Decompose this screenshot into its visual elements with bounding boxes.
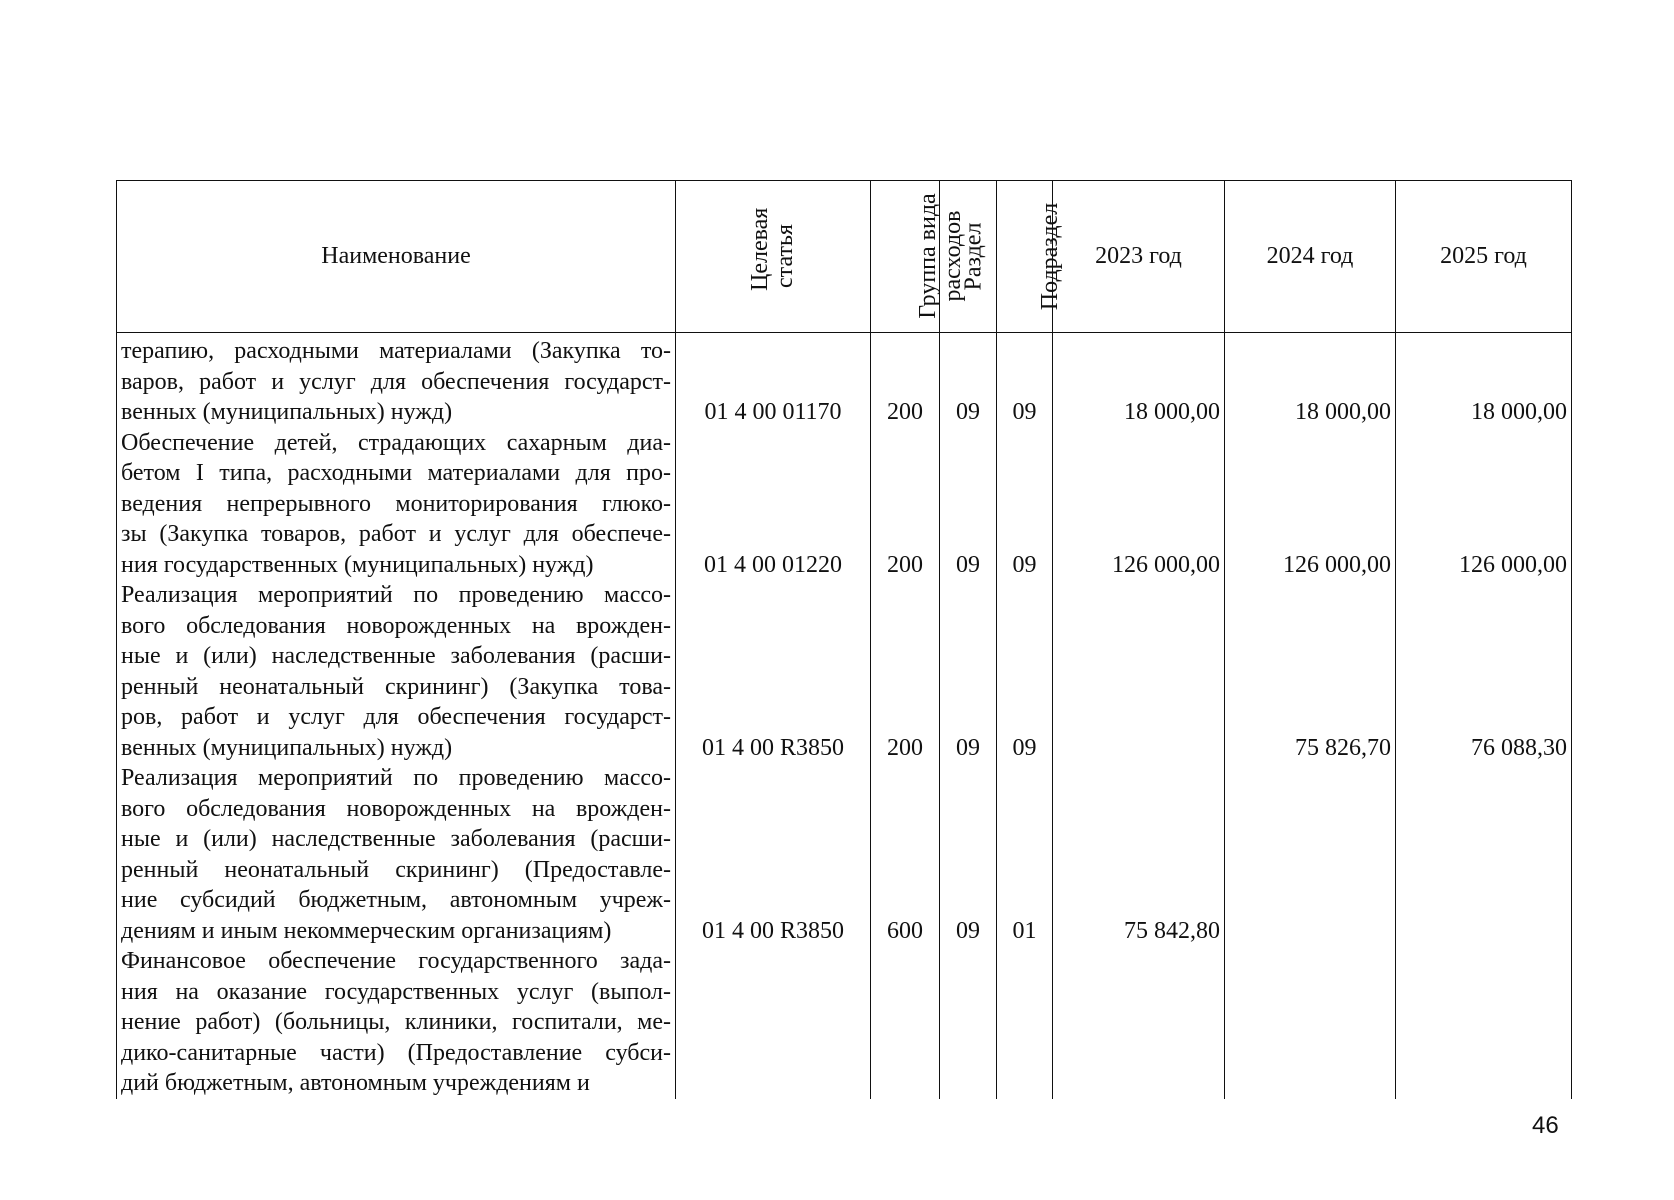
table-row [117, 580, 1572, 763]
row-expense-group: 200 [871, 580, 940, 763]
row-name [117, 428, 676, 581]
row-section [940, 946, 997, 1099]
header-2024: 2024 год [1225, 181, 1396, 333]
row-subsection: 09 [997, 336, 1053, 428]
row-target-article: 01 4 00 R3850 [676, 763, 871, 946]
row-amount-2024: 18 000,00 [1225, 336, 1396, 428]
header-section: Раздел [940, 181, 997, 333]
table-row [117, 428, 1572, 581]
table-body [117, 333, 1572, 1099]
row-name-line: Обеспечение детей, страдающих сахарным диа- [121, 429, 671, 456]
row-name-line: венных (муниципальных) нужд) [121, 399, 453, 425]
header-name: Наименование [117, 181, 676, 333]
budget-table [116, 180, 1572, 1099]
row-name-line: ные и (или) наследственные заболевания (расши- [121, 826, 671, 852]
row-name-line: дениям и иным некоммерческим организациям) [121, 917, 612, 944]
row-name [117, 336, 676, 428]
row-section: 09 [940, 428, 997, 581]
row-target-article: 01 4 00 R3850 [676, 580, 871, 763]
row-name-line: нение работ) (больницы, клиники, госпитали, ме- [121, 1009, 671, 1035]
row-name-line: ние субсидий бюджетным, автономным учреж- [121, 887, 671, 913]
row-name-line: дий бюджетным, автономным учреждениям и [121, 1070, 590, 1096]
row-name [117, 946, 676, 1099]
row-subsection: 09 [997, 580, 1053, 763]
row-name-line: Финансовое обеспечение государственного зада- [121, 948, 671, 974]
row-target-article: 01 4 00 01170 [676, 336, 871, 428]
table-row [117, 763, 1572, 946]
row-subsection: 01 [997, 763, 1053, 946]
row-amount-2024 [1225, 946, 1396, 1099]
row-amount-2023: 18 000,00 [1053, 336, 1225, 428]
row-target-article: 01 4 00 01220 [676, 428, 871, 581]
row-name-line: Реализация мероприятий по проведению массо- [121, 582, 671, 608]
row-name-line: ния государственных (муниципальных) нужд) [121, 551, 594, 578]
row-name-line: ренный неонатальный скрининг) (Закупка това- [121, 673, 671, 700]
row-name-line: Реализация мероприятий по проведению массо- [121, 765, 671, 791]
row-expense-group: 600 [871, 763, 940, 946]
row-name-line: бетом I типа, расходными материалами для про- [121, 460, 671, 486]
row-name [117, 580, 676, 763]
row-amount-2024: 75 826,70 [1225, 580, 1396, 763]
header-target-article: Целевая статья [676, 181, 871, 333]
row-target-article [676, 946, 871, 1099]
row-name-line: венных (муниципальных) нужд) [121, 734, 453, 761]
row-expense-group: 200 [871, 336, 940, 428]
row-name-line: терапию, расходными материалами (Закупка то- [121, 338, 671, 364]
table-row [117, 946, 1572, 1099]
header-2025: 2025 год [1396, 181, 1572, 333]
row-name-line: ведения непрерывного мониторирования глюко- [121, 490, 671, 517]
row-name-line: ренный неонатальный скрининг) (Предоставле- [121, 856, 671, 883]
row-amount-2023 [1053, 580, 1225, 763]
row-amount-2023: 75 842,80 [1053, 763, 1225, 946]
row-expense-group: 200 [871, 428, 940, 581]
row-section: 09 [940, 336, 997, 428]
row-amount-2025: 126 000,00 [1396, 428, 1572, 581]
row-name-line: ные и (или) наследственные заболевания (расши- [121, 643, 671, 669]
row-name-line: вого обследования новорожденных на врожден- [121, 612, 671, 639]
page-number: 46 [1532, 1112, 1559, 1139]
row-expense-group [871, 946, 940, 1099]
row-amount-2025: 18 000,00 [1396, 336, 1572, 428]
row-section: 09 [940, 580, 997, 763]
header-2023: 2023 год [1053, 181, 1225, 333]
row-amount-2025 [1396, 763, 1572, 946]
row-name [117, 763, 676, 946]
row-name-line: дико-санитарные части) (Предоставление субси- [121, 1039, 671, 1066]
row-amount-2024 [1225, 763, 1396, 946]
row-section: 09 [940, 763, 997, 946]
row-amount-2024: 126 000,00 [1225, 428, 1396, 581]
table-row [117, 336, 1572, 428]
row-amount-2023 [1053, 946, 1225, 1099]
row-amount-2023: 126 000,00 [1053, 428, 1225, 581]
row-amount-2025: 76 088,30 [1396, 580, 1572, 763]
header-expense-group: Группа вида расходов [871, 181, 940, 333]
row-name-line: ров, работ и услуг для обеспечения государст- [121, 704, 671, 730]
row-amount-2025 [1396, 946, 1572, 1099]
header-subsection: Подраздел [997, 181, 1053, 333]
row-subsection: 09 [997, 428, 1053, 581]
row-name-line: вого обследования новорожденных на врожден- [121, 795, 671, 822]
row-name-line: варов, работ и услуг для обеспечения государст- [121, 368, 671, 395]
row-name-line: зы (Закупка товаров, работ и услуг для обеспече- [121, 521, 671, 547]
table-header-row [117, 181, 1572, 333]
row-name-line: ния на оказание государственных услуг (выпол- [121, 978, 671, 1005]
row-subsection [997, 946, 1053, 1099]
